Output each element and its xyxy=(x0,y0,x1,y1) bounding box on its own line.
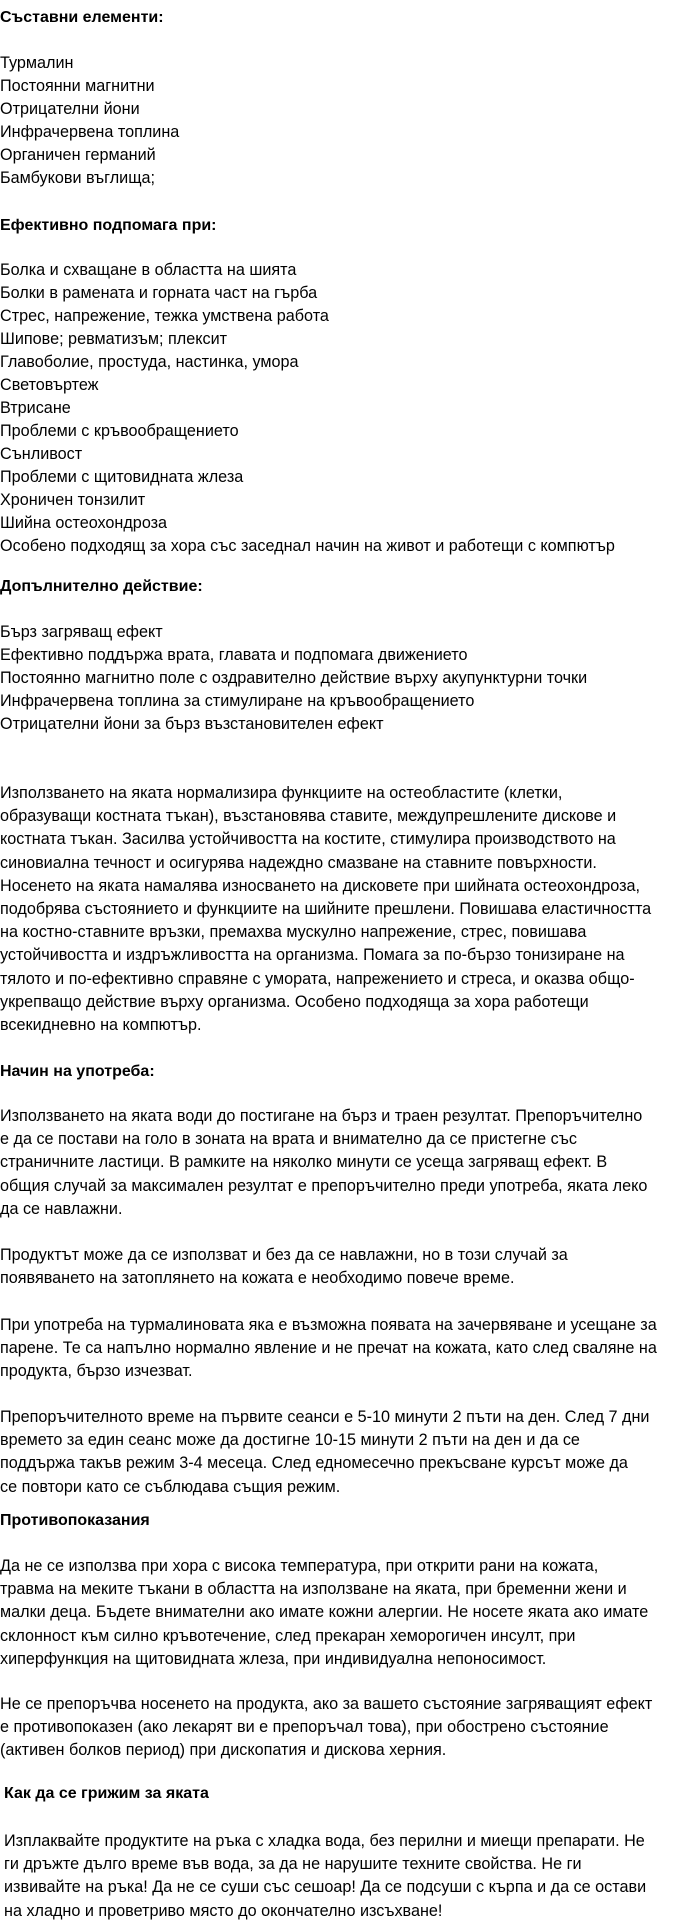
list-item: Органичен германий xyxy=(0,146,156,164)
paragraph-line: Използването на яката води до постигане на бърз и траен резултат. Препоръчително xyxy=(0,1107,643,1125)
list-item: Турмалин xyxy=(0,54,74,72)
paragraph-line: Изплаквайте продуктите на ръка с хладка вода, без перилни и миещи препарати. Не xyxy=(4,1832,645,1850)
composition-list xyxy=(0,52,700,190)
list-item: Главоболие, простуда, настинка, умора xyxy=(0,353,299,371)
list-item: Бамбукови въглища; xyxy=(0,169,156,187)
list-item: Болки в рамената и горната част на гърба xyxy=(0,284,318,302)
contraindications-heading: Противопоказания xyxy=(0,1512,150,1529)
paragraph-line: Продуктът може да се използват и без да се навлажни, но в този случай за xyxy=(0,1246,568,1264)
paragraph-line: Да не се използва при хора с висока температура, при открити рани на кожата, xyxy=(0,1557,599,1575)
paragraph-line: да се навлажни. xyxy=(0,1199,123,1218)
indications-list xyxy=(0,259,700,558)
paragraph-line: (активен болков период) при дископатия и дискова херния. xyxy=(0,1741,447,1760)
paragraph-line: укрепващо действие върху организма. Особено подходяща за хора работещи xyxy=(0,992,589,1011)
care-heading: Как да се грижим за яката xyxy=(4,1785,209,1802)
usage-paragraph-4 xyxy=(0,1406,694,1499)
list-item: Световъртеж xyxy=(0,376,99,394)
paragraph-line: костната тъкан. Засилва устойчивостта на костите, стимулира производството на xyxy=(0,830,616,849)
paragraph-line: тялото и по-ефективно справяне с умората, напрежението и стреса, и оказва общо- xyxy=(0,969,635,988)
list-item: Инфрачервена топлина за стимулиране на кръвообращението xyxy=(0,692,475,710)
paragraph-line: времето за един сеанс може да достигне 10-15 минути 2 пъти на ден и да се xyxy=(0,1431,580,1450)
usage-paragraph-2 xyxy=(0,1244,694,1290)
paragraph-line: склонност към силно кръвотечение, след прекаран хеморогичен инсулт, при xyxy=(0,1626,576,1645)
paragraph-line: При употреба на турмалиновата яка е възможна появата на зачервяване и усещане за xyxy=(0,1316,657,1334)
list-item: Постоянни магнитни xyxy=(0,77,155,95)
list-item: Постоянно магнитно поле с оздравително действие върху акупунктурни точки xyxy=(0,669,588,687)
paragraph-line: извивайте на ръка! Да не се суши със сешоар! Да се подсуши с кърпа и да се остави xyxy=(4,1878,647,1897)
contraindications-paragraph-1 xyxy=(0,1555,694,1671)
list-item: Ефективно поддържа врата, главата и подпомага движението xyxy=(0,646,468,664)
paragraph-line: общия случай за максимален резултат е препоръчително преди употреба, яката леко xyxy=(0,1176,648,1195)
paragraph-line: страничните ластици. В рамките на няколко минути се усеща загряващ ефект. В xyxy=(0,1153,608,1172)
usage-heading: Начин на употреба: xyxy=(0,1063,155,1080)
paragraph-line: ги дръжте дълго време във вода, за да не нарушите техните свойства. Не ги xyxy=(4,1855,582,1874)
list-item: Отрицателни йони за бърз възстановителен ефект xyxy=(0,715,384,733)
composition-heading: Съставни елементи: xyxy=(0,9,164,26)
list-item: Стрес, напрежение, тежка умствена работа xyxy=(0,307,329,325)
list-item: Бърз загряващ ефект xyxy=(0,623,163,641)
list-item: Особено подходящ за хора със заседнал начин на живот и работещи с компютър xyxy=(0,537,615,555)
paragraph-line: малки деца. Бъдете внимателни ако имате кожни алергии. Не носете яката ако имате xyxy=(0,1603,649,1622)
paragraph-line: Използването на яката нормализира функциите на остеобластите (клетки, xyxy=(0,784,563,802)
paragraph-line: продукта, бързо изчезват. xyxy=(0,1362,193,1381)
list-item: Шипове; ревматизъм; плексит xyxy=(0,330,228,348)
list-item: Шийна остеохондроза xyxy=(0,514,168,532)
paragraph-line: поддържа такъв режим 3-4 месеца. След едномесечно прекъсване курсът може да xyxy=(0,1454,628,1473)
paragraph-line: парене. Те са напълно нормално явление и не пречат на кожата, като след сваляне на xyxy=(0,1339,657,1358)
list-item: Инфрачервена топлина xyxy=(0,123,180,141)
list-item: Болка и схващане в областта на шията xyxy=(0,261,297,279)
list-item: Проблеми с кръвообращението xyxy=(0,422,239,440)
paragraph-line: устойчивостта и издръжливостта на организма. Помага за по-бързо тонизиране на xyxy=(0,946,625,965)
paragraph-line: Носенето на яката намалява износването на дисковете при шийната остеохондроза, xyxy=(0,876,641,895)
paragraph-line: образуващи костната тъкан), възстановява ставите, междупрешлените дискове и xyxy=(0,807,617,826)
list-item: Хроничен тонзилит xyxy=(0,491,146,509)
paragraph-line: появяването на затоплянето на кожата е необходимо повече време. xyxy=(0,1269,515,1288)
paragraph-line: Не се препоръчва носенето на продукта, ако за вашето състояние загряващият ефект xyxy=(0,1695,653,1713)
paragraph-line: Препоръчителното време на първите сеанси е 5-10 минути 2 пъти на ден. След 7 дни xyxy=(0,1408,650,1426)
list-item: Сънливост xyxy=(0,445,83,463)
usage-paragraph-3 xyxy=(0,1314,694,1384)
usage-paragraph-1 xyxy=(0,1105,694,1221)
care-paragraph xyxy=(4,1830,698,1923)
additional-heading: Допълнително действие: xyxy=(0,578,203,595)
list-item: Втрисане xyxy=(0,399,71,417)
paragraph-line: синовиална течност и осигурява надеждно смазване на ставните повърхности. xyxy=(0,853,597,872)
paragraph-line: хиперфункция на щитовидната жлеза, при индивидуална непоносимост. xyxy=(0,1649,547,1668)
paragraph-line: на костно-ставните връзки, премахва мускулно напрежение, стрес, повишава xyxy=(0,923,587,942)
paragraph-line: всекидневно на компютър. xyxy=(0,1015,202,1034)
paragraph-line: е да се постави на голо в зоната на врата и внимателно да се пристегне със xyxy=(0,1130,577,1149)
paragraph-line: се повтори като се съблюдава същия режим. xyxy=(0,1477,341,1496)
paragraph-line: на хладно и проветриво място до окончателно изсъхване! xyxy=(4,1901,443,1920)
contraindications-paragraph-2 xyxy=(0,1693,694,1763)
paragraph-line: подобрява състоянието и функциите на шийните прешлени. Повишава еластичността xyxy=(0,899,652,918)
paragraph-line: травма на меките тъкани в областта на използване на яката, при бременни жени и xyxy=(0,1580,627,1599)
list-item: Проблеми с щитовидната жлеза xyxy=(0,468,244,486)
indications-heading: Ефективно подпомага при: xyxy=(0,217,217,234)
additional-list xyxy=(0,621,700,736)
paragraph-line: е противопоказен (ако лекарят ви е препоръчал това), при обострено състояние xyxy=(0,1718,609,1737)
additional-paragraph xyxy=(0,782,694,1037)
list-item: Отрицателни йони xyxy=(0,100,140,118)
